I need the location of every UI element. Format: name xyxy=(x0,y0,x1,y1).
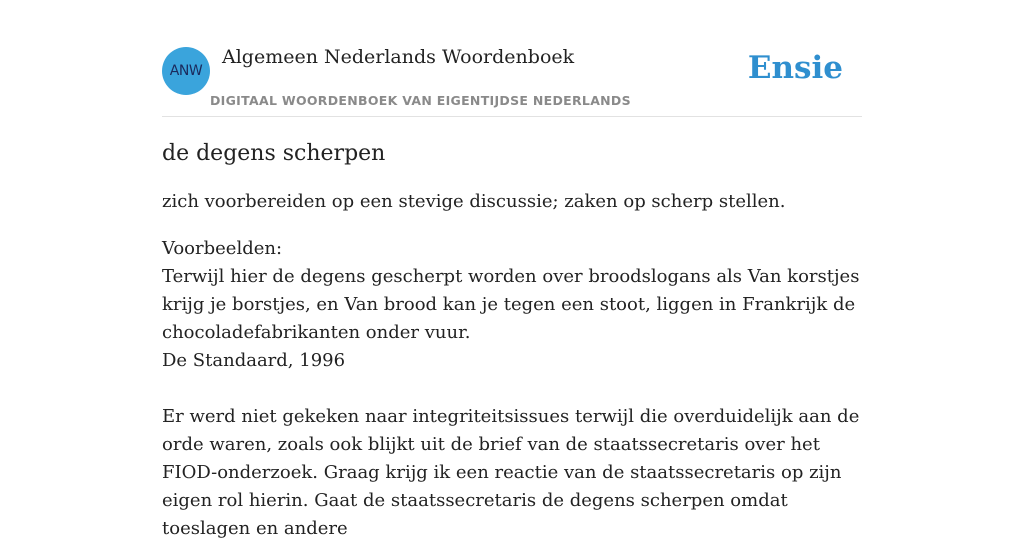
entry-title: de degens scherpen xyxy=(162,141,386,166)
site-header xyxy=(162,0,862,117)
ensie-brand-link[interactable]: Ensie xyxy=(747,50,843,86)
site-title: Algemeen Nederlands Woordenboek xyxy=(222,46,575,68)
example-source: De Standaard, 1996 xyxy=(162,350,346,371)
example-text: Terwijl hier de degens gescherpt worden over broodslogans als Van korstjes krijg je borstjes, en Van brood kan je tegen een stoot, liggen in Frankrijk de chocoladefabrikanten onder vuur. xyxy=(162,266,860,343)
anw-logo[interactable]: ANW xyxy=(162,47,210,95)
entry-content xyxy=(162,137,862,543)
example-text: Er werd niet gekeken naar integriteitsissues terwijl die overduidelijk aan de orde waren, zoals ook blijkt uit de brief van de staatssecretaris over het FIOD-onderzoek. Graag krijg ik een reactie van de staatssecretaris op zijn eigen rol hierin. Gaat de staatssecretaris de degens scherpen omdat toeslagen en andere xyxy=(162,406,860,539)
entry-definition: zich voorbereiden op een stevige discussie; zaken op scherp stellen. xyxy=(162,191,786,212)
site-subtitle: DIGITAAL WOORDENBOEK VAN EIGENTIJDSE NEDERLANDS xyxy=(210,93,631,108)
example-separator xyxy=(162,375,862,403)
examples-section xyxy=(162,235,862,543)
examples-label: Voorbeelden: xyxy=(162,238,283,259)
